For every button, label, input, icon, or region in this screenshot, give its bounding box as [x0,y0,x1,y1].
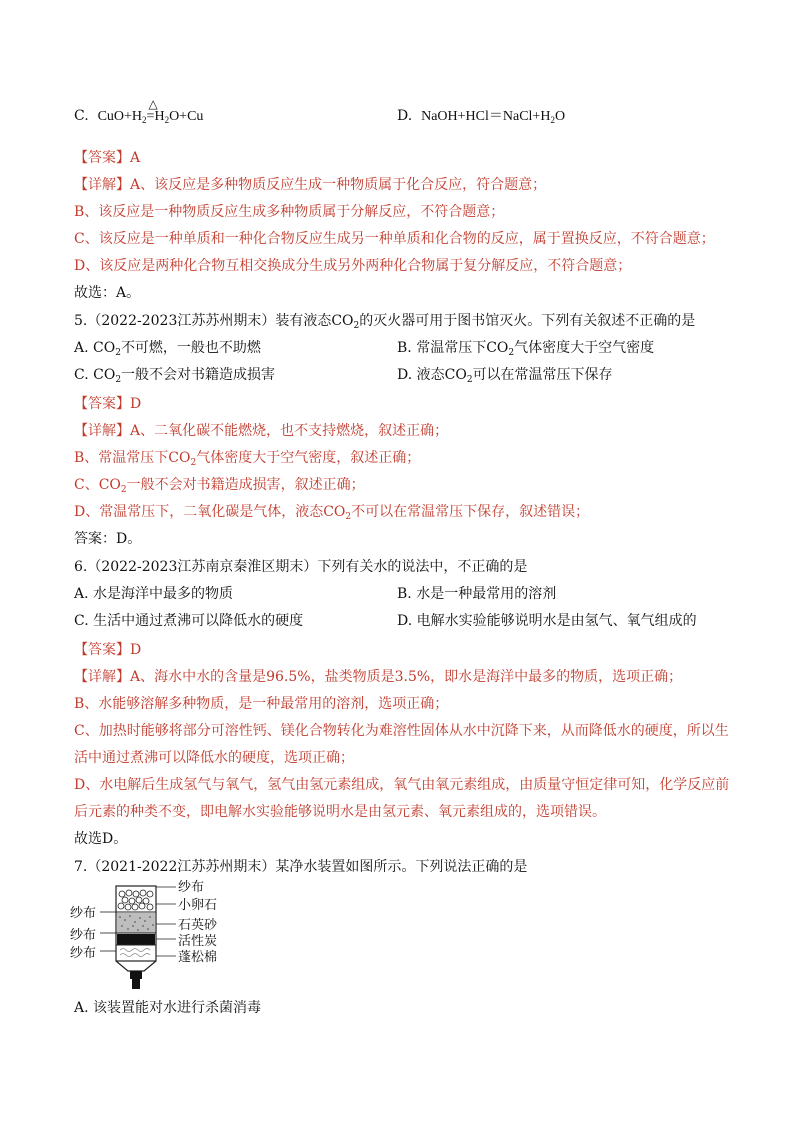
q5-detail-c: C、$CO_2$一般不会对书籍造成损害，叙述正确； [74,477,365,495]
q5-option-c: C. $CO_2$一般不会对书籍造成损害 [74,367,276,385]
q4-option-d: D. $NaOH+HCl=NaCl+H_2O$ [397,108,566,125]
quartz-sand-layer [117,913,155,933]
q4-conclusion: 故选：A。 [74,285,141,301]
q6-detail-c2: 活中通过煮沸可以降低水的硬度，选项正确； [74,750,354,766]
label-gauze-left-1: 纱布 [70,906,97,921]
q5-option-b: B. 常温常压下$CO_2$气体密度大于空气密度 [397,340,655,358]
label-gauze-left-3: 纱布 [70,946,97,961]
water-purifier-figure [70,878,260,993]
q4-option-c: C. $CuO+H_2$ △ $=H_2O+Cu$ [74,106,203,127]
q5-answer: 【答案】D [74,396,142,412]
q6-option-b: B. 水是一种最常用的溶剂 [397,586,557,602]
q5-stem: 5.（2022-2023江苏苏州期末）装有液态$CO_2$的灭火器可用于图书馆灭火。下列有关叙述不正确的是 [74,313,696,331]
q5-option-d: D. 液态$CO_2$可以在常温常压下保存 [397,367,613,385]
purifier-funnel [116,961,156,971]
q4-option-c-formula: $CuO+H_2$ △ $=H_2O+Cu$ [98,109,204,124]
water-purifier-diagram [70,878,260,993]
q5-detail-a: 【详解】A、二氧化碳不能燃烧，也不支持燃烧，叙述正确； [74,423,449,439]
label-cotton: 蓬松棉 [178,950,218,965]
q4-option-d-formula: $NaOH+HCl=NaCl+H_2O$ [421,109,566,125]
q5-detail-b: B、常温常压下$CO_2$气体密度大于空气密度，叙述正确； [74,450,421,468]
q6-detail-a: 【详解】A、海水中水的含量是96.5%，盐类物质是3.5%，即水是海洋中最多的物质，选项正确； [74,669,683,685]
label-activated-carbon: 活性炭 [178,934,218,949]
q4-detail-b: B、该反应是一种物质反应生成多种物质属于分解反应，不符合题意； [74,204,505,220]
purifier-outlet [130,971,142,979]
q6-option-d: D. 电解水实验能够说明水是由氢气、氧气组成的 [397,613,697,629]
activated-carbon-layer [117,934,155,945]
q6-detail-b: B、水能够溶解多种物质，是一种最常用的溶剂，选项正确； [74,696,449,712]
q5-option-a: A. $CO_2$不可燃，一般也不助燃 [74,340,261,358]
q4-answer: 【答案】A [74,150,141,166]
q6-option-c: C. 生活中通过煮沸可以降低水的硬度 [74,613,304,629]
label-quartz-sand: 石英砂 [178,918,218,933]
q4-detail-d: D、该反应是两种化合物互相交换成分生成另外两种化合物属于复分解反应，不符合题意； [74,258,632,274]
q5-detail-d: D、常温常压下，二氧化碳是气体，液态$CO_2$不可以在常温常压下保存，叙述错误； [74,504,590,522]
q6-detail-d2: 后元素的种类不变，即电解水实验能够说明水是由氢元素、氧元素组成的，选项错误。 [74,804,606,820]
label-pebbles: 小卵石 [178,898,218,913]
label-gauze-top: 纱布 [178,880,205,895]
heat-symbol: △ [148,97,158,111]
q7-stem: 7.（2021-2022江苏苏州期末）某净水装置如图所示。下列说法正确的是 [74,859,528,875]
q6-stem: 6.（2022-2023江苏南京秦淮区期末）下列有关水的说法中，不正确的是 [74,559,528,575]
q5-conclusion: 答案：D。 [74,531,142,547]
q4-detail-c: C、该反应是一种单质和一种化合物反应生成另一种单质和化合物的反应，属于置换反应，不符合题意； [74,231,715,247]
q6-detail-d1: D、水电解后生成氢气与氧气，氢气由氢元素组成，氧气由氧元素组成，由质量守恒定律可知，化学反应前 [74,777,730,793]
q7-option-a: A. 该装置能对水进行杀菌消毒 [74,1000,262,1016]
cotton-layer [117,946,155,960]
q6-option-a: A. 水是海洋中最多的物质 [74,586,234,602]
q6-detail-c1: C、加热时能够将部分可溶性钙、镁化合物转化为难溶性固体从水中沉降下来，从而降低水的硬度，所以生 [74,723,729,739]
pebble-layer [118,890,153,910]
q6-answer: 【答案】D [74,642,142,658]
label-gauze-left-2: 纱布 [70,928,97,943]
q6-conclusion: 故选D。 [74,831,128,847]
q4-detail-a: 【详解】A、该反应是多种物质反应生成一种物质属于化合反应，符合题意； [74,177,547,193]
